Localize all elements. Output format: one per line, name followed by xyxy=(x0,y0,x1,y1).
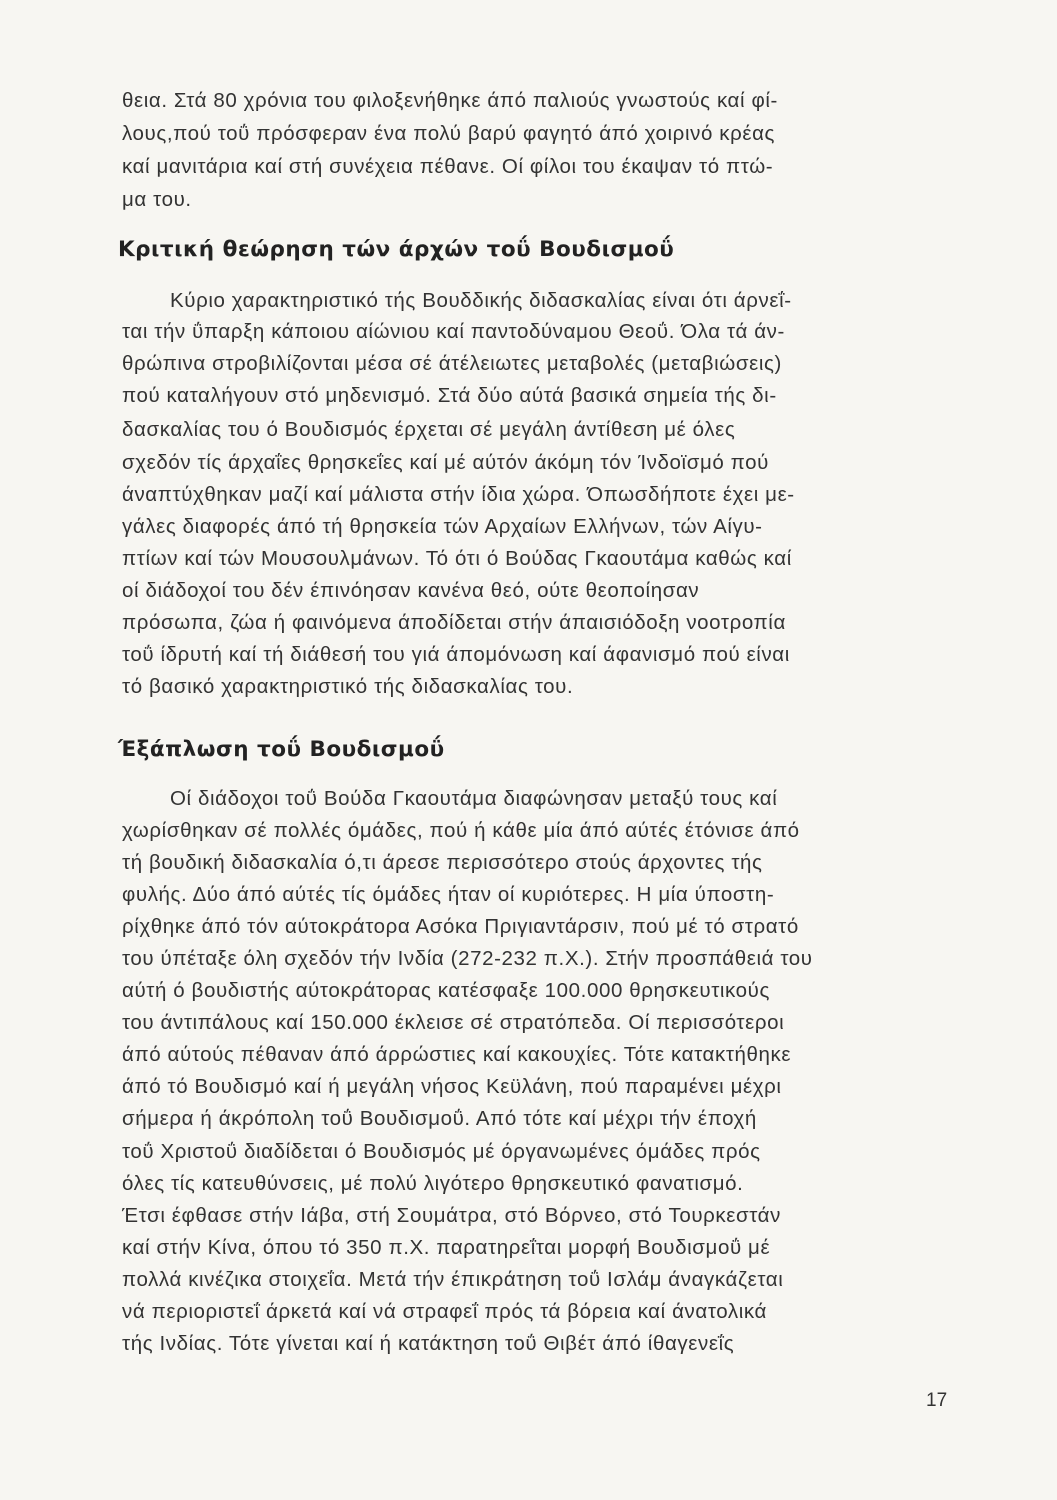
text-line: όλες τίς κατευθύνσεις, μέ πολύ λιγότερο θρησκευτικό φανατισμό. xyxy=(122,1172,744,1195)
text-line: πτίων καί τών Μουσουλμάνων. Τό ότι ό Βούδας Γκαουτάμα καθώς καί xyxy=(122,547,792,570)
text-line: καί στήν Κίνα, όπου τό 350 π.Χ. παρατηρεΐται μορφή Βουδισμοΰ μέ xyxy=(122,1236,771,1259)
text-line: ρίχθηκε άπό τόν αύτοκράτορα Ασόκα Πριγιαντάρσιν, πού μέ τό στρατό xyxy=(122,915,799,938)
section-heading: Έξάπλωση τοΰ Βουδισμοΰ xyxy=(118,737,445,762)
text-line: τοΰ ίδρυτή καί τή διάθεσή του γιά άπομόνωση καί άφανισμό πού είναι xyxy=(122,643,790,666)
text-line: καί μανιτάρια καί στή συνέχεια πέθανε. Οί φίλοι του έκαψαν τό πτώ- xyxy=(122,155,774,178)
text-line: φυλής. Δύο άπό αύτές τίς όμάδες ήταν οί κυριότερες. Η μία ύποστη- xyxy=(122,883,775,906)
text-line: Έτσι έφθασε στήν Ιάβα, στή Σουμάτρα, στό Βόρνεο, στό Τουρκεστάν xyxy=(122,1204,781,1227)
text-line: αύτή ό βουδιστής αύτοκράτορας κατέσφαξε 100.000 θρησκευτικούς xyxy=(122,979,770,1002)
text-line: λους,πού τοΰ πρόσφεραν ένα πολύ βαρύ φαγητό άπό χοιρινό κρέας xyxy=(122,122,776,145)
text-line: πολλά κινέζικα στοιχεΐα. Μετά τήν έπικράτηση τοΰ Ισλάμ άναγκάζεται xyxy=(122,1268,784,1291)
text-line: πού καταλήγουν στό μηδενισμό. Στά δύο αύτά βασικά σημεία τής δι- xyxy=(122,384,777,407)
text-line: μα του. xyxy=(122,188,192,211)
text-line: τή βουδική διδασκαλία ό,τι άρεσε περισσότερο στούς άρχοντες τής xyxy=(122,851,763,874)
text-line: άπό αύτούς πέθαναν άπό άρρώστιες καί κακουχίες. Τότε κατακτήθηκε xyxy=(122,1043,792,1066)
text-line: οί διάδοχοί του δέν έπινόησαν κανένα θεό, ούτε θεοποίησαν xyxy=(122,579,700,602)
text-line: τό βασικό χαρακτηριστικό τής διδασκαλίας του. xyxy=(122,675,574,698)
text-line: τοΰ Χριστοΰ διαδίδεται ό Βουδισμός μέ όργανωμένες όμάδες πρός xyxy=(122,1140,761,1163)
text-line: άπό τό Βουδισμό καί ή μεγάλη νήσος Κεϋλάνη, πού παραμένει μέχρι xyxy=(122,1075,782,1098)
text-line: τής Ινδίας. Τότε γίνεται καί ή κατάκτηση τοΰ Θιβέτ άπό ίθαγενεΐς xyxy=(122,1332,735,1355)
text-line: θρώπινα στροβιλίζονται μέσα σέ άτέλειωτες μεταβολές (μεταβιώσεις) xyxy=(122,352,782,375)
text-line: σήμερα ή άκρόπολη τοΰ Βουδισμοΰ. Από τότε καί μέχρι τήν έποχή xyxy=(122,1107,757,1130)
text-line: ται τήν ΰπαρξη κάποιου αίώνιου καί παντοδύναμου Θεοΰ. Όλα τά άν- xyxy=(122,320,785,343)
text-line: Κύριο χαρακτηριστικό τής Βουδδικής διδασκαλίας είναι ότι άρνεΐ- xyxy=(170,289,792,312)
page-number: 17 xyxy=(926,1390,948,1411)
text-line: γάλες διαφορές άπό τή θρησκεία τών Αρχαίων Ελλήνων, τών Αίγυ- xyxy=(122,515,763,538)
text-line: Οί διάδοχοι τοΰ Βούδα Γκαουτάμα διαφώνησαν μεταξύ τους καί xyxy=(170,787,778,810)
text-line: δασκαλίας του ό Βουδισμός έρχεται σέ μεγάλη άντίθεση μέ όλες xyxy=(122,418,736,441)
text-line: νά περιοριστεΐ άρκετά καί νά στραφεΐ πρός τά βόρεια καί άνατολικά xyxy=(122,1300,767,1323)
text-line: του ύπέταξε όλη σχεδόν τήν Ινδία (272-232 π.Χ.). Στήν προσπάθειά του xyxy=(122,947,813,970)
text-line: του άντιπάλους καί 150.000 έκλεισε σέ στρατόπεδα. Οί περισσότεροι xyxy=(122,1011,785,1034)
text-line: θεια. Στά 80 χρόνια του φιλοξενήθηκε άπό παλιούς γνωστούς καί φί- xyxy=(122,89,778,112)
text-line: χωρίσθηκαν σέ πολλές όμάδες, πού ή κάθε μία άπό αύτές έτόνισε άπό xyxy=(122,819,800,842)
section-heading: Κριτική θεώρηση τών άρχών τοΰ Βουδισμοΰ xyxy=(118,237,675,262)
text-line: άναπτύχθηκαν μαζί καί μάλιστα στήν ίδια χώρα. Όπωσδήποτε έχει με- xyxy=(122,483,795,506)
text-line: πρόσωπα, ζώα ή φαινόμενα άποδίδεται στήν άπαισιόδοξη νοοτροπία xyxy=(122,611,786,634)
text-line: σχεδόν τίς άρχαΐες θρησκεΐες καί μέ αύτόν άκόμη τόν Ίνδοϊσμό πού xyxy=(122,451,769,474)
